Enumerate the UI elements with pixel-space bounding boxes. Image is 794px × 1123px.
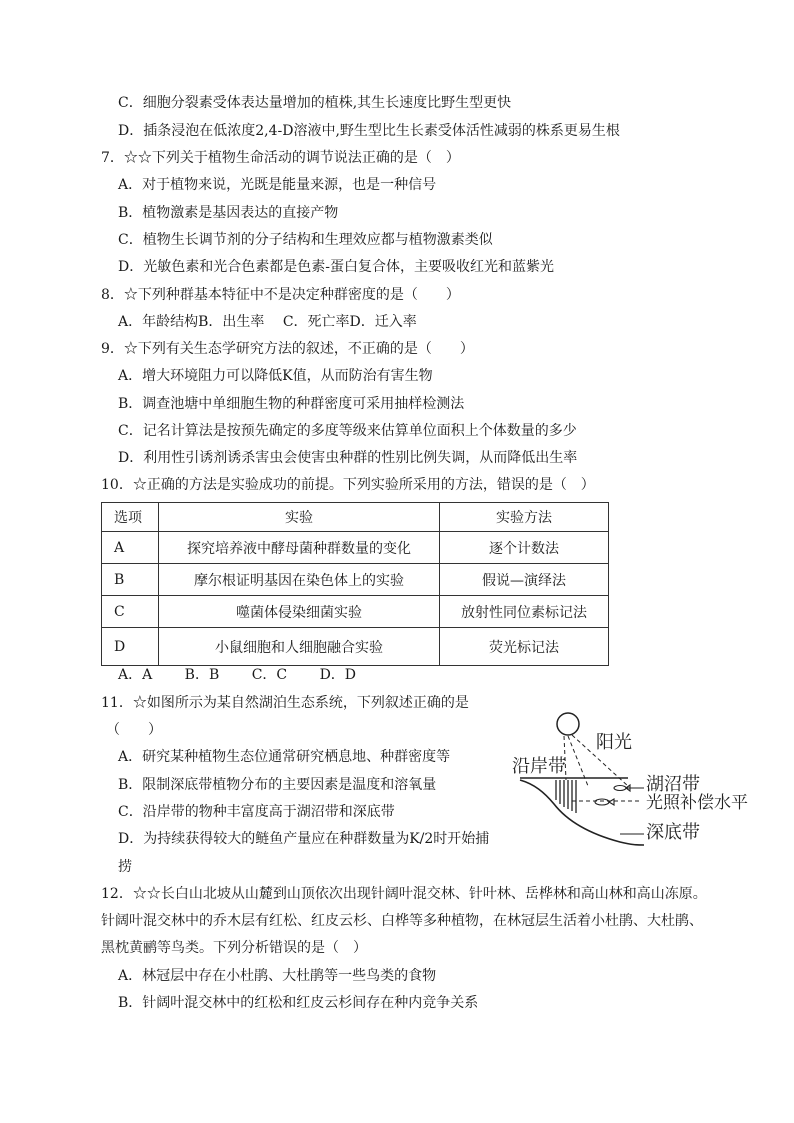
q11-option-c: C．沿岸带的物种丰富度高于湖沼带和深底带 [118, 804, 395, 820]
q9-option-b: B．调查池塘中单细胞生物的种群密度可采用抽样检测法 [118, 396, 465, 412]
table-cell: D [102, 628, 159, 666]
table-cell: B [102, 564, 159, 596]
q12-option-b: B．针阔叶混交林中的红松和红皮云杉间存在种内竞争关系 [118, 995, 479, 1011]
q7-option-d: D．光敏色素和光合色素都是色素-蛋白复合体，主要吸收红光和蓝紫光 [118, 259, 554, 275]
q11-option-d: D．为持续获得较大的鲢鱼产量应在种群数量为K/2时开始捕 [118, 831, 490, 847]
sun-label: 阳光 [596, 732, 632, 753]
table-cell: A [102, 532, 159, 564]
lake-ecosystem-diagram [510, 708, 782, 860]
q12-stem-line3: 黑枕黄鹂等鸟类。下列分析错误的是（ ） [101, 940, 367, 956]
q7-option-b: B．植物激素是基因表达的直接产物 [118, 205, 339, 221]
table-row [102, 596, 609, 628]
table-header-row [102, 503, 609, 532]
q10-options: A．A B．B C．C D．D [118, 667, 357, 683]
table-cell: 荧光标记法 [440, 628, 609, 666]
q9-option-a: A．增大环境阻力可以降低K值，从而防治有害生物 [118, 368, 433, 384]
compensation-level-label: 光照补偿水平 [646, 793, 748, 813]
marsh-zone-label: 湖沼带 [646, 774, 700, 795]
q6-option-c: C．细胞分裂素受体表达量增加的植株,其生长速度比野生型更快 [118, 95, 512, 111]
q11-option-b: B．限制深底带植物分布的主要因素是温度和溶氧量 [118, 777, 437, 793]
table-cell: 假说—演绎法 [440, 564, 609, 596]
q10-table [101, 502, 609, 666]
table-row [102, 628, 609, 666]
q12-option-a: A．林冠层中存在小杜鹃、大杜鹃等一些鸟类的食物 [118, 968, 437, 984]
q9-option-d: D．利用性引诱剂诱杀害虫会使害虫种群的性别比例失调，从而降低出生率 [118, 450, 578, 466]
q10-stem: 10．☆正确的方法是实验成功的前提。下列实验所采用的方法，错误的是（ ） [101, 477, 595, 493]
table-cell: C [102, 596, 159, 628]
shore-zone-label: 沿岸带 [512, 756, 566, 777]
table-cell: 摩尔根证明基因在染色体上的实验 [159, 564, 440, 596]
deep-zone-label: 深底带 [646, 822, 700, 843]
q11-stem: 11．☆如图所示为某自然湖泊生态系统，下列叙述正确的是 [101, 695, 469, 711]
q9-stem: 9．☆下列有关生态学研究方法的叙述，不正确的是（ ） [101, 341, 474, 357]
table-cell: 逐个计数法 [440, 532, 609, 564]
sun-icon [557, 713, 579, 735]
q7-option-c: C．植物生长调节剂的分子结构和生理效应都与植物激素类似 [118, 232, 493, 248]
fish-icon [595, 785, 630, 805]
q11-answer-paren: （ ） [106, 722, 162, 738]
table-cell: 噬菌体侵染细菌实验 [159, 596, 440, 628]
table-row [102, 532, 609, 564]
q8-options: A．年龄结构B．出生率 C．死亡率D．迁入率 [118, 314, 417, 330]
shore-plants [556, 780, 576, 813]
q6-option-d: D．插条浸泡在低浓度2,4-D溶液中,野生型比生长素受体活性减弱的株系更易生根 [118, 123, 620, 139]
q7-stem: 7．☆☆下列关于植物生命活动的调节说法正确的是（ ） [101, 150, 460, 166]
q7-option-a: A．对于植物来说，光既是能量来源，也是一种信号 [118, 177, 437, 193]
q11-option-a: A．研究某种植物生态位通常研究栖息地、种群密度等 [118, 749, 451, 765]
table-cell: 小鼠细胞和人细胞融合实验 [159, 628, 440, 666]
q11-option-d-continued: 捞 [118, 859, 132, 875]
table-header-cell: 实验方法 [440, 503, 609, 532]
q9-option-c: C．记名计算法是按预先确定的多度等级来估算单位面积上个体数量的多少 [118, 423, 577, 439]
table-header-cell: 选项 [102, 503, 159, 532]
q12-stem: 12．☆☆长白山北坡从山麓到山顶依次出现针阔叶混交林、针叶林、岳桦林和高山林和高山冻原。 [101, 886, 707, 902]
table-cell: 探究培养液中酵母菌种群数量的变化 [159, 532, 440, 564]
table-cell: 放射性同位素标记法 [440, 596, 609, 628]
q8-stem: 8．☆下列种群基本特征中不是决定种群密度的是（ ） [101, 287, 460, 303]
table-row [102, 564, 609, 596]
q12-stem-line2: 针阔叶混交林中的乔木层有红松、红皮云杉、白桦等多种植物，在林冠层生活着小杜鹃、大杜鹃、 [101, 913, 703, 929]
table-header-cell: 实验 [159, 503, 440, 532]
